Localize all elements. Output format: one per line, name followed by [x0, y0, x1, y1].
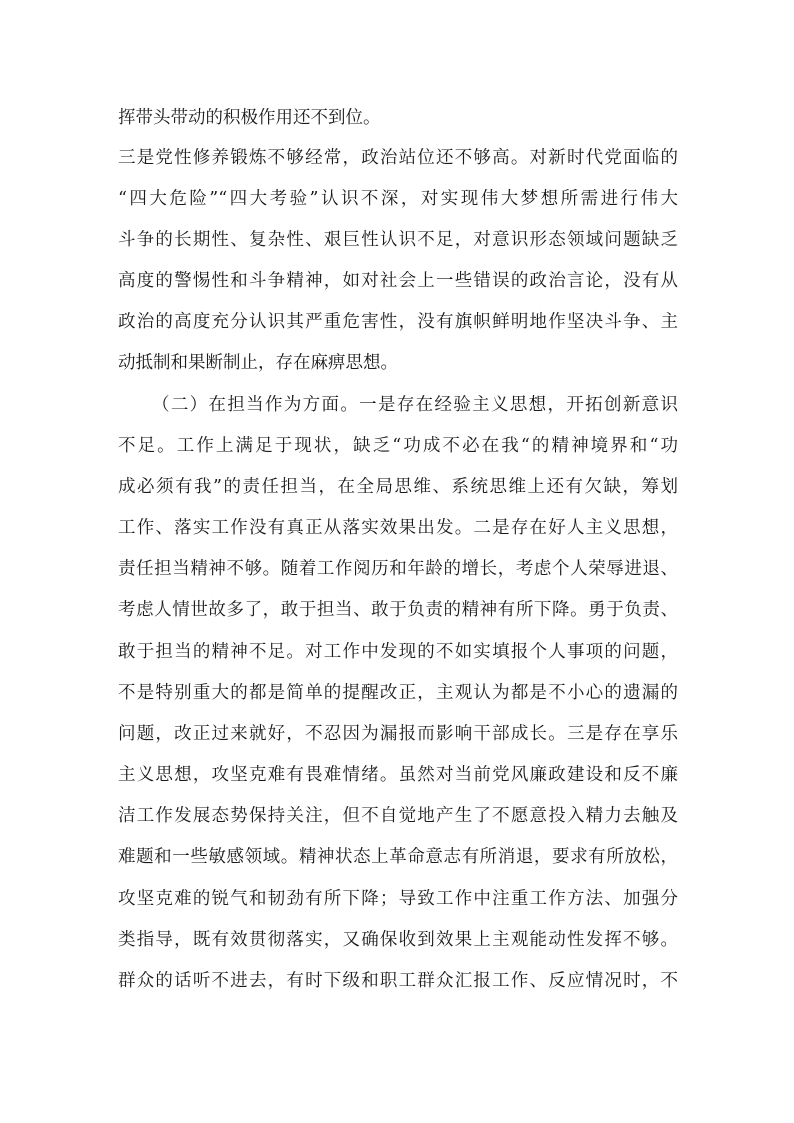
- text-line: 三是党性修养锻炼不够经常，政治站位还不够高。对新时代党面临的: [118, 148, 678, 168]
- text-line: 类指导，既有效贯彻落实，又确保收到效果上主观能动性发挥不够。: [118, 930, 678, 950]
- text-line: 工作、落实工作没有真正从落实效果出发。二是存在好人主义思想，: [118, 518, 678, 538]
- text-line: 责任担当精神不够。随着工作阅历和年龄的增长，考虑个人荣辱进退、: [118, 559, 678, 579]
- text-line: 斗争的长期性、复杂性、艰巨性认识不足，对意识形态领域问题缺乏: [118, 230, 678, 250]
- text-line: “四大危险”“四大考验”认识不深，对实现伟大梦想所需进行伟大: [118, 189, 678, 209]
- text-line: 动抵制和果断制止，存在麻痹思想。: [118, 353, 398, 373]
- text-line: 不足。工作上满足于现状，缺乏“功成不必在我“的精神境界和“功: [118, 436, 678, 456]
- text-line: 主义思想，攻坚克难有畏难情绪。虽然对当前党风廉政建设和反不廉: [118, 765, 678, 785]
- text-line: 考虑人情世故多了，敢于担当、敢于负责的精神有所下降。勇于负责、: [118, 600, 678, 620]
- text-line: 成必须有我”的责任担当，在全局思维、系统思维上还有欠缺，筹划: [118, 477, 678, 497]
- section-heading-line: （二）在担当作为方面。一是存在经验主义思想，开拓创新意识: [152, 395, 678, 415]
- text-line: 群众的话听不进去，有时下级和职工群众汇报工作、反应情况时，不: [118, 971, 678, 991]
- text-line: 敢于担当的精神不足。对工作中发现的不如实填报个人事项的问题，: [118, 642, 678, 662]
- text-line: 难题和一些敏感领域。精神状态上革命意志有所消退，要求有所放松，: [118, 847, 678, 867]
- text-line: 问题，改正过来就好，不忍因为漏报而影响干部成长。三是存在享乐: [118, 724, 678, 744]
- text-line: 挥带头带动的积极作用还不到位。: [118, 108, 381, 128]
- text-line: 攻坚克难的锐气和韧劲有所下降；导致工作中注重工作方法、加强分: [118, 889, 678, 909]
- text-line: 高度的警惕性和斗争精神，如对社会上一些错误的政治言论，没有从: [118, 271, 678, 291]
- text-line: 政治的高度充分认识其严重危害性，没有旗帜鲜明地作坚决斗争、主: [118, 312, 678, 332]
- text-line: 不是特别重大的都是简单的提醒改正，主观认为都是不小心的遗漏的: [118, 683, 678, 703]
- text-line: 洁工作发展态势保持关注，但不自觉地产生了不愿意投入精力去触及: [118, 806, 678, 826]
